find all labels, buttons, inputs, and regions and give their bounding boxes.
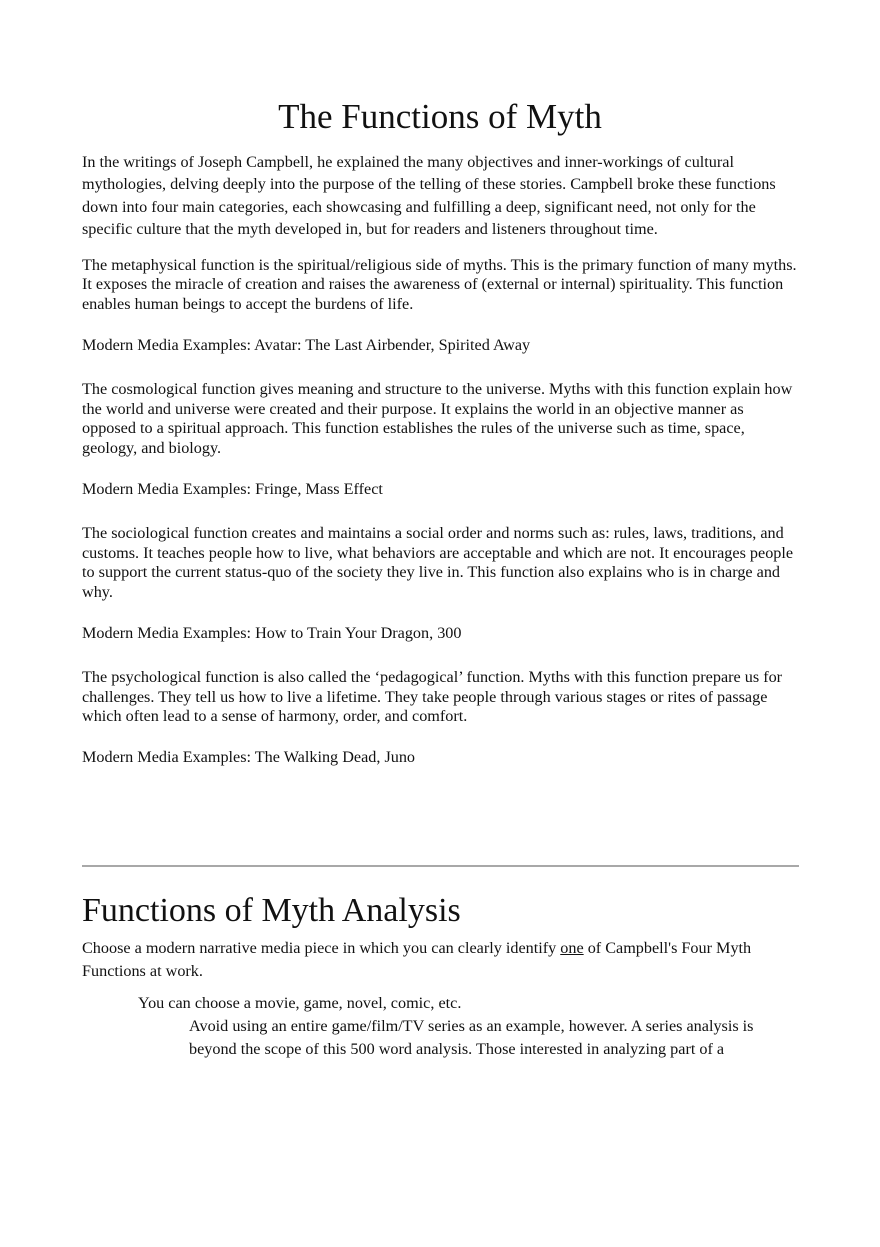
page-title: The Functions of Myth xyxy=(278,97,602,136)
cosmological-examples: Modern Media Examples: Fringe, Mass Effect xyxy=(82,479,383,498)
section-divider xyxy=(82,865,799,867)
list-item: You can choose a movie, game, novel, comic, etc. xyxy=(138,993,462,1012)
intro-paragraph: In the writings of Joseph Campbell, he explained the many objectives and inner-workings of cultural mythologies, delving deeply into the purpose of the telling of these stories. Campbell broke these functions down into four main categories, each showcasing and fulfilling a deep, significant need, not only for the specific culture that the myth developed in, but for readers and listeners throughout time. xyxy=(82,152,776,239)
sociological-paragraph: The sociological function creates and maintains a social order and norms such as: rules, laws, traditions, and customs. It teaches people how to live, what behaviors are acceptable and which are not. It encourages people to support the current status-quo of the society they live in. This function also explains who is in charge and why. xyxy=(82,524,794,601)
emphasis-one: one xyxy=(560,938,584,957)
document-page xyxy=(82,98,798,768)
sociological-examples: Modern Media Examples: How to Train Your Dragon, 300 xyxy=(82,623,462,642)
analysis-lead: Choose a modern narrative media piece in which you can clearly identify one of Campbell's Four Myth Functions at work. xyxy=(82,938,752,980)
analysis-section xyxy=(82,893,798,1061)
metaphysical-paragraph: The metaphysical function is the spiritual/religious side of myths. This is the primary function of many myths. It exposes the miracle of creation and raises the awareness of (external or internal) spirituality. This function enables human beings to accept the burdens of life. xyxy=(82,255,797,314)
psychological-paragraph: The psychological function is also called the ‘pedagogical’ function. Myths with this function prepare us for challenges. They tell us how to live a lifetime. They take people through various stages or rites of passage which often lead to a sense of harmony, order, and comfort. xyxy=(82,668,783,726)
metaphysical-examples: Modern Media Examples: Avatar: The Last Airbender, Spirited Away xyxy=(82,335,531,354)
bullet-list xyxy=(82,992,798,1061)
cosmological-paragraph: The cosmological function gives meaning and structure to the universe. Myths with this function explain how the world and universe were created and their purpose. It explains the world in an objective manner as opposed to a spiritual approach. This function establishes the rules of the universe such as time, space, geology, and biology. xyxy=(82,380,793,458)
analysis-title: Functions of Myth Analysis xyxy=(82,892,461,929)
psychological-examples: Modern Media Examples: The Walking Dead, Juno xyxy=(82,747,416,766)
list-item: Avoid using an entire game/film/TV series as an example, however. A series analysis is beyond the scope of this 500 word analysis. Those interested in analyzing part of a xyxy=(189,1016,754,1058)
